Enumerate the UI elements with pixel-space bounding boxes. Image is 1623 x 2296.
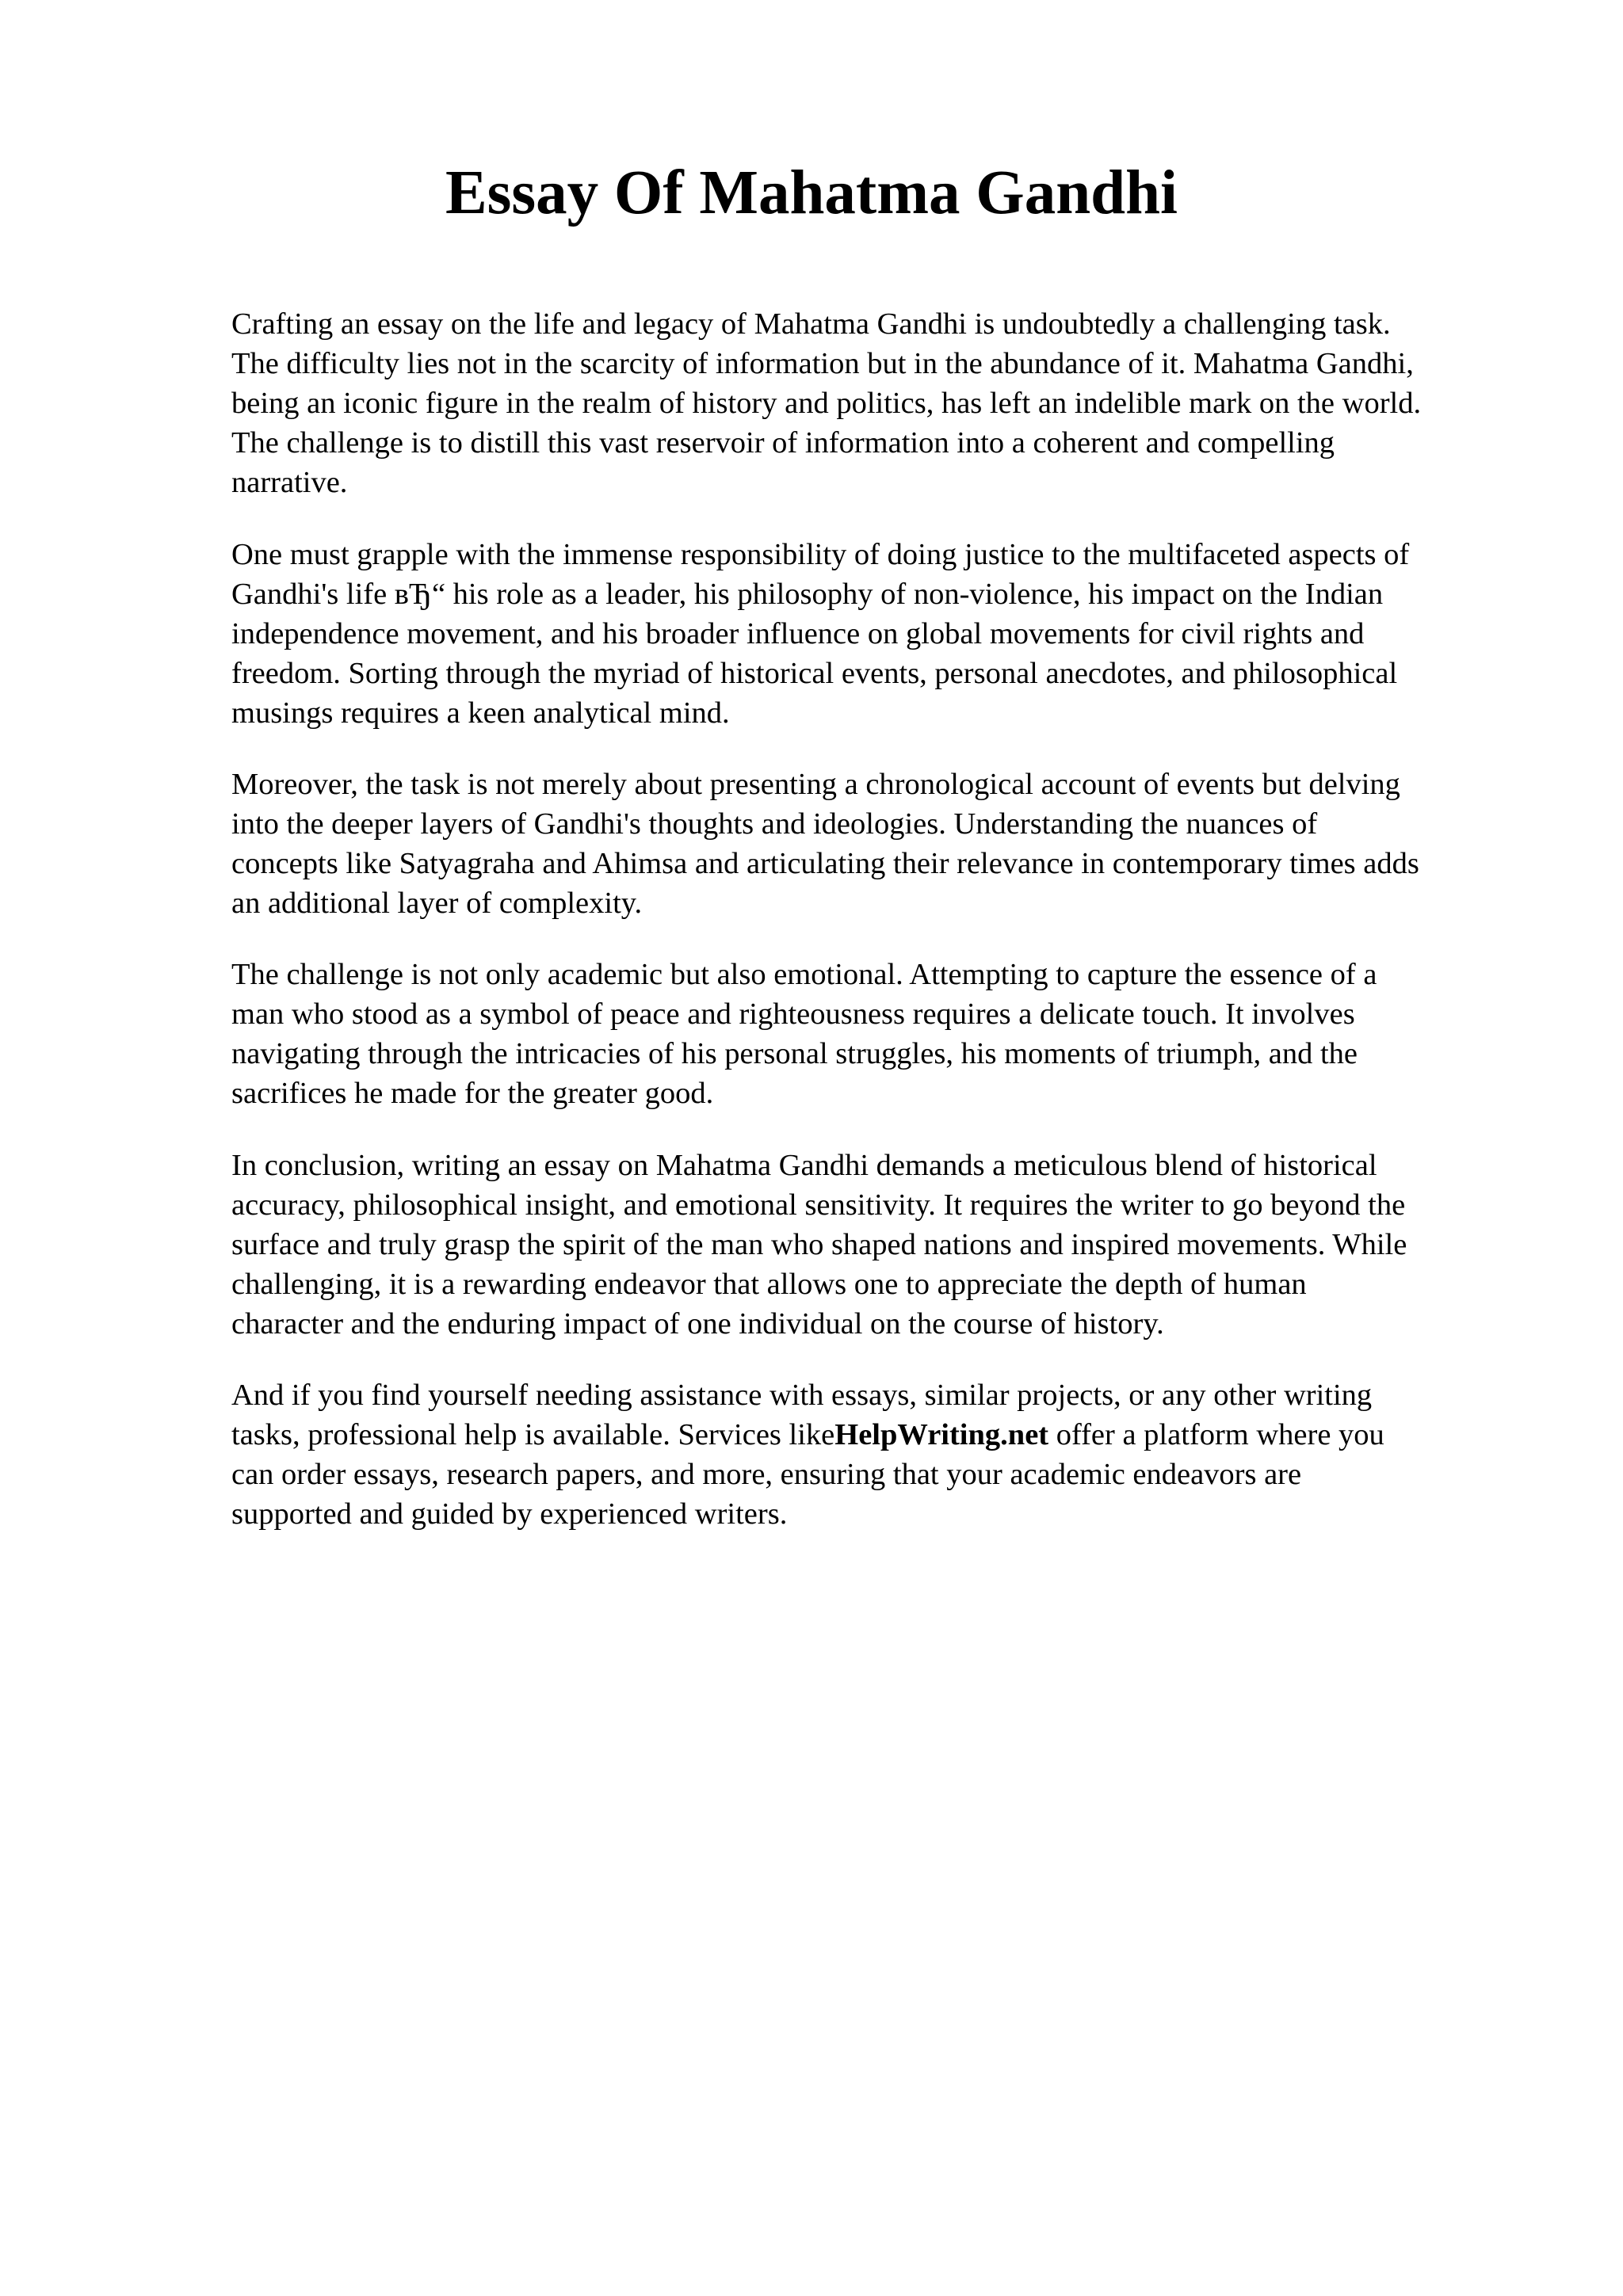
paragraph-5-line-3: surface and truly grasp the spirit of the man who shaped nations and inspired movements. While: [231, 1228, 1407, 1261]
paragraph-5-line-5: character and the enduring impact of one individual on the course of history.: [231, 1307, 1164, 1341]
paragraph-3-line-3: concepts like Satyagraha and Ahimsa and articulating their relevance in contemporary times adds: [231, 847, 1419, 880]
paragraph-1-line-5: narrative.: [231, 466, 348, 499]
paragraph-3-line-1: Moreover, the task is not merely about presenting a chronological account of events but delving: [231, 768, 1400, 801]
paragraph-5-line-4: challenging, it is a rewarding endeavor that allows one to appreciate the depth of human: [231, 1268, 1307, 1301]
paragraph-6-line-1: And if you find yourself needing assistance with essays, similar projects, or any other writing: [231, 1379, 1373, 1412]
paragraph-2-line-5: musings requires a keen analytical mind.: [231, 696, 730, 730]
paragraph-4-line-1: The challenge is not only academic but also emotional. Attempting to capture the essence of a: [231, 958, 1377, 991]
paragraph-6-line-2-promo: [231, 1415, 1384, 1455]
promo-text-before: tasks, professional help is available. Services like: [231, 1418, 835, 1451]
paragraph-4-line-2: man who stood as a symbol of peace and righteousness requires a delicate touch. It involves: [231, 997, 1355, 1031]
paragraph-3-line-4: an additional layer of complexity.: [231, 887, 643, 920]
paragraph-1-line-4: The challenge is to distill this vast reservoir of information into a coherent and compelling: [231, 426, 1335, 460]
document-title: Essay Of Mahatma Gandhi: [445, 158, 1178, 227]
paragraph-4-line-3: navigating through the intricacies of his personal struggles, his moments of triumph, and the: [231, 1037, 1358, 1070]
paragraph-5-line-2: accuracy, philosophical insight, and emotional sensitivity. It requires the writer to go beyond the: [231, 1188, 1406, 1222]
paragraph-2-line-4: freedom. Sorting through the myriad of historical events, personal anecdotes, and philosophical: [231, 657, 1398, 690]
paragraph-2-line-3: independence movement, and his broader influence on global movements for civil rights and: [231, 617, 1365, 650]
paragraph-4-line-4: sacrifices he made for the greater good.: [231, 1077, 714, 1110]
paragraph-2-line-1: One must grapple with the immense responsibility of doing justice to the multifaceted aspects of: [231, 538, 1410, 571]
paragraph-6-line-4: supported and guided by experienced writers.: [231, 1497, 788, 1531]
promo-text-after: offer a platform where you: [1056, 1418, 1384, 1451]
paragraph-3-line-2: into the deeper layers of Gandhi's thoughts and ideologies. Understanding the nuances of: [231, 807, 1318, 841]
helpwriting-link[interactable]: HelpWriting.net: [834, 1418, 1049, 1451]
paragraph-1-line-1: Crafting an essay on the life and legacy of Mahatma Gandhi is undoubtedly a challenging task.: [231, 307, 1391, 341]
paragraph-1-line-3: being an iconic figure in the realm of history and politics, has left an indelible mark on the world.: [231, 387, 1422, 420]
paragraph-6-line-3: can order essays, research papers, and more, ensuring that your academic endeavors are: [231, 1458, 1302, 1491]
paragraph-2-line-2: Gandhi's life вЂ“ his role as a leader, his philosophy of non-violence, his impact on the Indian: [231, 578, 1384, 611]
paragraph-5-line-1: In conclusion, writing an essay on Mahatma Gandhi demands a meticulous blend of historical: [231, 1149, 1377, 1182]
paragraph-1-line-2: The difficulty lies not in the scarcity of information but in the abundance of it. Mahatma Gandhi,: [231, 347, 1414, 380]
